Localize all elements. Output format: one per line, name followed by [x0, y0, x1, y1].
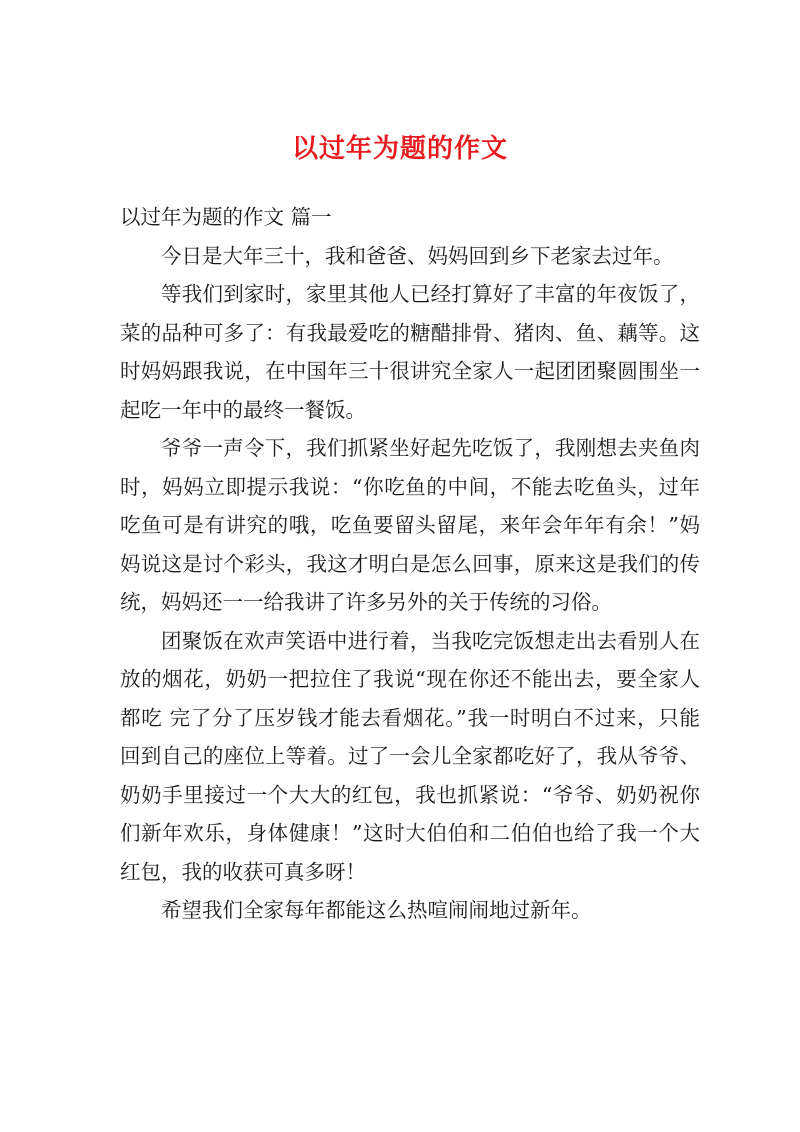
paragraph-3: 爷爷一声令下，我们抓紧坐好起先吃饭了，我刚想去夹鱼肉时，妈妈立即提示我说：“你吃鱼的中间，不能去吃鱼头，过年吃鱼可是有讲究的哦，吃鱼要留头留尾，来年会年年有余！”妈妈说这是讨个彩头，我这才明白是怎么回事，原来这是我们的传统，妈妈还一一给我讲了许多另外的关于传统的习俗。 — [120, 436, 700, 614]
document-body — [120, 198, 700, 930]
paragraph-4: 团聚饭在欢声笑语中进行着，当我吃完饭想走出去看别人在放的烟花，奶奶一把拉住了我说“现在你还不能出去，要全家人都吃 完了分了压岁钱才能去看烟花。”我一时明白不过来，只能回到自己的座位上等着。过了一会儿全家都吃好了，我从爷爷、奶奶手里接过一个大大的红包，我也抓紧说：“爷爷、奶奶祝你们新年欢乐，身体健康！”这时大伯伯和二伯伯也给了我一个大红包，我的收获可真多呀！ — [120, 628, 700, 884]
paragraph-1: 今日是大年三十，我和爸爸、妈妈回到乡下老家去过年。 — [161, 243, 674, 268]
section-heading: 以过年为题的作文 篇一 — [120, 205, 332, 229]
paragraph-2: 等我们到家时，家里其他人已经打算好了丰富的年夜饭了，菜的品种可多了：有我最爱吃的糖醋排骨、猪肉、鱼、藕等。这时妈妈跟我说，在中国年三十很讲究全家人一起团团聚圆围坐一起吃一年中的最终一餐饭。 — [120, 282, 700, 422]
document-title: 以过年为题的作文 — [291, 134, 508, 164]
paragraph-5: 希望我们全家每年都能这么热喧闹闹地过新年。 — [161, 898, 592, 922]
